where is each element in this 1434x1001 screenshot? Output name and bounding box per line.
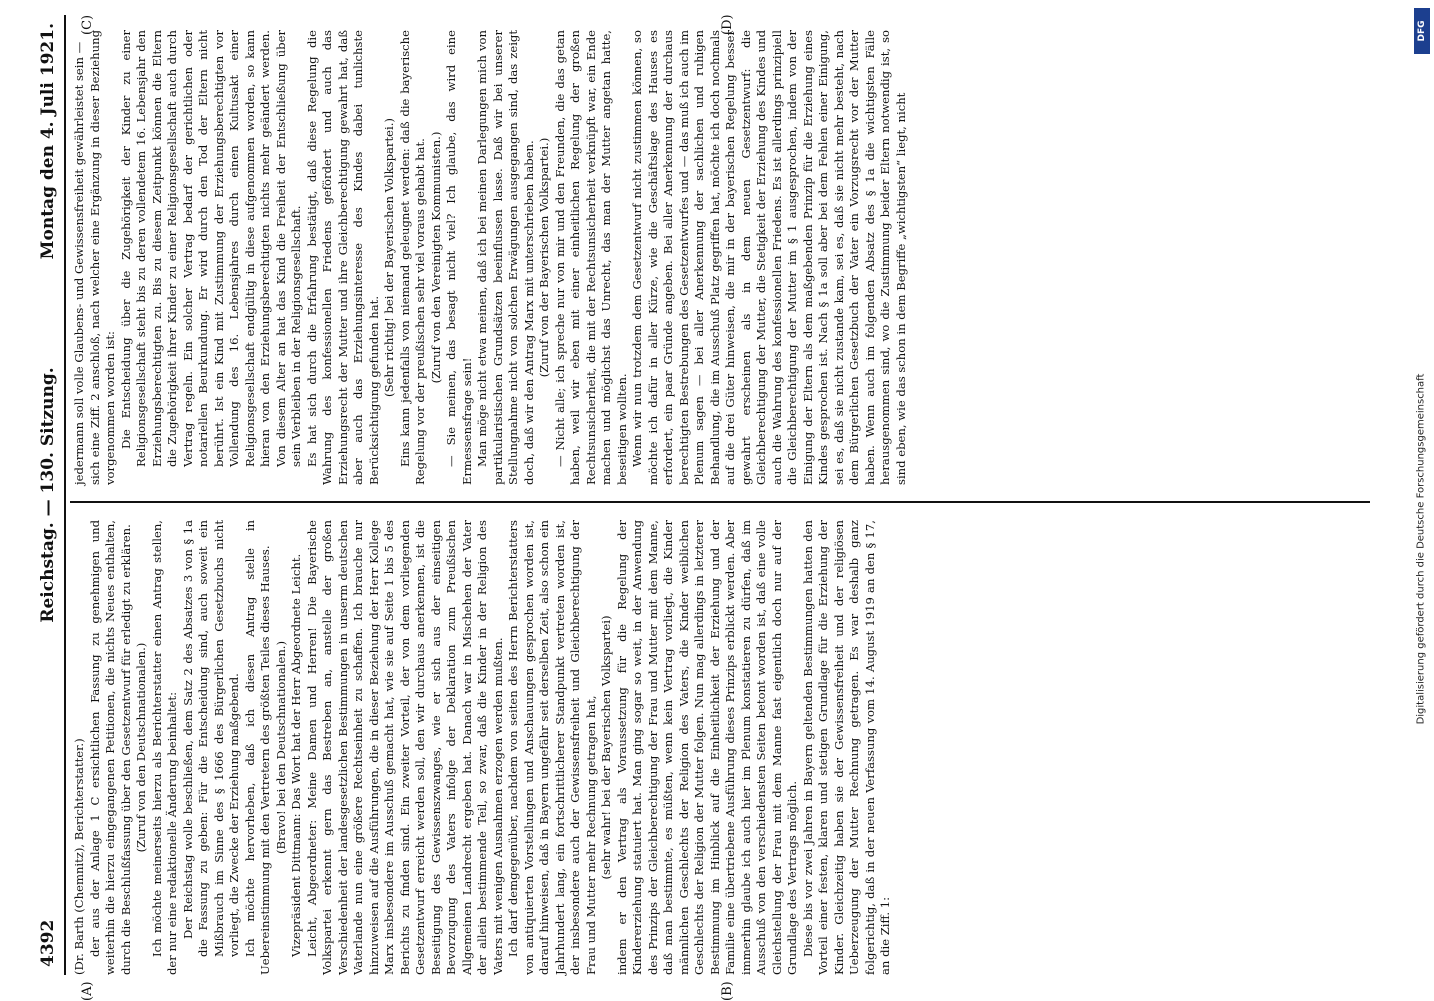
page-header <box>30 15 66 975</box>
interjection: (sehr wahr! bei der Bayerischen Volkspartei) <box>599 615 613 880</box>
document-page <box>30 14 1380 1001</box>
paragraph: Ich darf demgegenüber, nachdem von seiten des Herrn Berichterstatters von antiquierten Vorstellungen und Anschauungen gesprochen worden ist, darauf hinweisen, daß in Bayern ungefähr seit derselben Zeit, also schon ein Jahrhundert lang, ein fortschrittlicherer Standpunkt vertreten worden ist, der insbesondere auch der Gewissensfreiheit und Gleichberechtigung der Frau und Mutter mehr Rechnung getragen hat, <box>506 520 598 975</box>
credit-text: Digitalisierung gefördert durch die Deutsche Forschungsgemeinschaft <box>1415 373 1427 725</box>
paragraph: Man möge nicht etwa meinen, daß ich bei meinen Darlegungen mich von partikularistischen Grundsätzen beeinflussen lasse. Daß wir bei unserer Stellungnahme nicht von solchen Erwägungen ausgegangen sind, das zeigt doch, daß wir den Antrag Marx mit unterschrieben haben. <box>475 30 536 485</box>
paragraph: — Sie meinen, das besagt nicht viel? Ich glaube, das wird eine Ermessensfrage sein! <box>444 30 474 485</box>
interjection: (Zuruf von den Vereinigten Kommunisten.) <box>428 131 443 384</box>
paragraph: Ich möchte meinerseits hierzu als Berichterstatter einen Antrag stellen, der nur eine redaktionelle Änderung beinhaltet: <box>149 520 179 975</box>
margin-mark-a: (A) <box>80 981 95 1001</box>
digitization-credit <box>1410 10 1432 990</box>
paragraph: Leicht, Abgeordneter: Meine Damen und Herren! Die Bayerische Volkspartei erkennt gern das Bestreben an, anstelle der großen Verschiedenheit der landesgesetzlichen Bestimmungen in unserm deutschen Vaterlande nun eine größere Rechtseinheit zu schaffen. Ich brauche nur hinzuweisen auf die Ausführungen, die in dieser Beziehung der Herr Kollege Marx insbesondere im Ausschuß gemacht hat, wie sie auf Seite 1 bis 5 des Berichts zu finden sind. Ein zweiter Vorteil, der von dem vorliegenden Gesetzentwurf erreicht werden soll, den wir durchaus anerkennen, ist die Beseitigung des Gewissenszwanges, wie er sich aus der einseitigen Bevorzugung des Vaters infolge der Deklaration zum Preußischen Allgemeinen Landrecht ergeben hat. Danach war in Mischehen der Vater der allein bestimmende Teil, so zwar, daß die Kinder in der Religion des Vaters mit wenigen Ausnahmen erzogen werden mußten. <box>304 520 505 975</box>
paragraph: jedermann soll volle Glaubens- und Gewissensfreiheit gewährleistet sein — <box>72 41 86 485</box>
quoted-law: Die Entscheidung über die Zugehörigkeit der Kinder zu einer Religionsgesellschaft steht bis zu deren vollendetem 16. Lebensjahr den Erziehungsberechtigten zu. Bis zu diesem Zeitpunkt können die Eltern die Zugehörigkeit ihrer Kinder zu einer Religionsgesellschaft auch durch Vertrag regeln. Ein solcher Vertrag bedarf der gerichtlichen oder notariellen Beurkundung. Er wird durch den Tod der Eltern nicht berührt. Ist ein Kind mit Zustimmung der Erziehungsberechtigten vor Vollendung des 16. Lebensjahres durch einen Kultusakt einer Religionsgesellschaft endgültig in diese aufgenommen worden, so kann hieran von den Erziehungsberechtigten nichts mehr geändert werden. Von diesem Alter an hat das Kind die Freiheit der Entschließung über sein Verbleiben in der Religionsgesellschaft. <box>118 30 303 467</box>
paragraph: Wenn wir nun trotzdem dem Gesetzentwurf nicht zustimmen können, so möchte ich dafür in aller Kürze, wie die Geschäftslage des Hauses es erfordert, ein paar Gründe angeben. Bei aller Anerkennung der durchaus berechtigten Bestrebungen des Gesetzentwurfes und — das muß ich auch im Plenum sagen — bei aller Anerkennung der sachlichen und ruhigen Behandlung, die im Ausschuß Platz gegriffen hat, möchte ich doch nochmals auf die drei Güter hinweisen, die mir in der bayerischen Regelung besser gewahrt erscheinen als in dem neuen Gesetzentwurf: die Gleichberechtigung der Mutter, die Stetigkeit der Erziehung des Kindes und auch die Wahrung des konfessionellen Friedens. Es ist allerdings prinzipiell die Gleichberechtigung der Mutter im § 1 ausgesprochen, indem von der Einigung der Eltern als dem maßgebenden Prinzip für die Erziehung eines Kindes gesprochen ist. Nach § 1a soll aber bei dem Fehlen einer Einigung, sei es, daß sie nicht zustande kam, sei es, daß sie nicht mehr besteht, nach dem Bürgerlichen Gesetzbuch der Vater ein Vorzugsrecht vor der Mutter haben. Wenn auch im folgenden Absatz des § 1a die wichtigsten Fälle herausgenommen sind, wo die Zustimmung beider Eltern notwendig ist, so sind eben, wie das schon in dem Begriffe „wichtigsten“ liegt, nicht <box>630 30 908 485</box>
left-column <box>72 520 894 975</box>
margin-mark-c: (C) <box>80 14 95 35</box>
interjection: (Zuruf von der Bayerischen Volkspartei.) <box>537 137 551 378</box>
paragraph: sich eine Ziff. 2 anschloß, nach welcher eine Ergänzung in dieser Beziehung vorgenommen worden ist: <box>87 30 117 485</box>
page-number: 4392 <box>38 919 58 967</box>
speaker-line: (Dr. Barth (Chemnitz), Berichterstatter.) <box>72 738 86 975</box>
paragraph: Es hat sich durch die Erfahrung bestätigt, daß diese Regelung die Wahrung des konfessionellen Friedens gefördert und auch das Erziehungsrecht der Mutter und ihre Gleichberechtigung gewahrt hat, daß aber auch das Erziehungsinteresse des Kindes dabei tunlichste Berücksichtigung gefunden hat. <box>304 30 381 485</box>
interjection: (Zuruf von den Deutschnationalen.) <box>134 642 148 853</box>
paragraph: indem er den Vertrag als Voraussetzung für die Regelung der Kindererziehung statuiert hat. Man ging sogar so weit, in der Anwendung des Prinzips der Gleichberechtigung der Frau und Mutter mit dem Manne, daß man bestimmte, es müßten, wenn kein Vertrag vorliegt, die Kinder männlichen Geschlechts der Religion des Vaters, die Kinder weiblichen Geschlechts der Religion der Mutter folgen. Nun mag allerdings in letzterer Bestimmung im Hinblick auf die Einheitlichkeit der Erziehung und der Familie eine übertriebene Ausführung dieses Prinzips erblickt werden. Aber immerhin glaube ich auch hier im Plenum konstatieren zu dürfen, daß im Ausschuß von den verschiedensten Seiten betont worden ist, daß eine volle Gleichstellung der Frau mit dem Manne fast eigentlich doch nur auf der Grundlage des Vertrags möglich. <box>614 520 799 975</box>
paragraph: Vizepräsident Dittmann: Das Wort hat der Herr Abgeordnete Leicht. <box>289 553 303 957</box>
interjection: (Sehr richtig! bei der Bayerischen Volkspartei.) <box>382 118 396 397</box>
dfg-logo: DFG <box>1414 8 1430 54</box>
paragraph: Diese bis vor zwei Jahren in Bayern geltenden Bestimmungen hatten den Vorteil einer festen, klaren und stetigen Grundlage für die Erziehung der Kinder. Gleichzeitig haben sie der Gewissensfreiheit und der religiösen Ueberzeugung der Mutter Rechnung getragen. Es war deshalb ganz folgerichtig, daß in der neuen Verfassung vom 14. August 1919 an den § 17, an die Ziff. 1: <box>800 520 892 975</box>
right-column <box>72 30 909 485</box>
session-date: Montag den 4. Juli 1921. <box>38 23 58 260</box>
paragraph: Eins kann jedenfalls von niemand geleugnet werden: daß die bayerische Regelung vor der preußischen sehr viel voraus gehabt hat. <box>397 30 427 485</box>
session-title: Reichstag. — 130. Sitzung. <box>38 367 58 623</box>
interjection: (Bravo! bei den Deutschnationalen.) <box>273 640 288 855</box>
paragraph: der aus der Anlage 1 C ersichtlichen Fassung zu genehmigen und weiterhin die hierzu eingegangenen Petitionen, die nichts Neues enthalten, durch die Beschlußfassung über den Gesetzentwurf für erledigt zu erklären. <box>87 520 133 975</box>
margin-mark-d: (D) <box>720 14 735 35</box>
column-divider <box>70 502 1370 504</box>
paragraph: — Nicht alle; ich spreche nur von mir und den Freunden, die das getan haben, weil wir eben mit einer einheitlichen Regelung der großen Rechtsunsicherheit, die mit der Rechtsunsicherheit verknüpft war, ein Ende machen und möglichst das Unrecht, das man der Mutter angetan hatte, beseitigen wollten. <box>552 30 629 485</box>
motion-text: Der Reichstag wolle beschließen, dem Satz 2 des Absatzes 3 von § 1a die Fassung zu geben: Für die Entscheidung sind, auch soweit ein Mißbrauch im Sinne des § 1666 des Bürgerlichen Gesetzbuchs nicht vorliegt, die Zwecke der Erziehung maßgebend. <box>180 520 241 957</box>
paragraph: Ich möchte hervorheben, daß ich diesen Antrag stelle in Uebereinstimmung mit den Vertretern des größten Teiles dieses Hauses. <box>242 520 272 975</box>
margin-mark-b: (B) <box>720 981 735 1001</box>
